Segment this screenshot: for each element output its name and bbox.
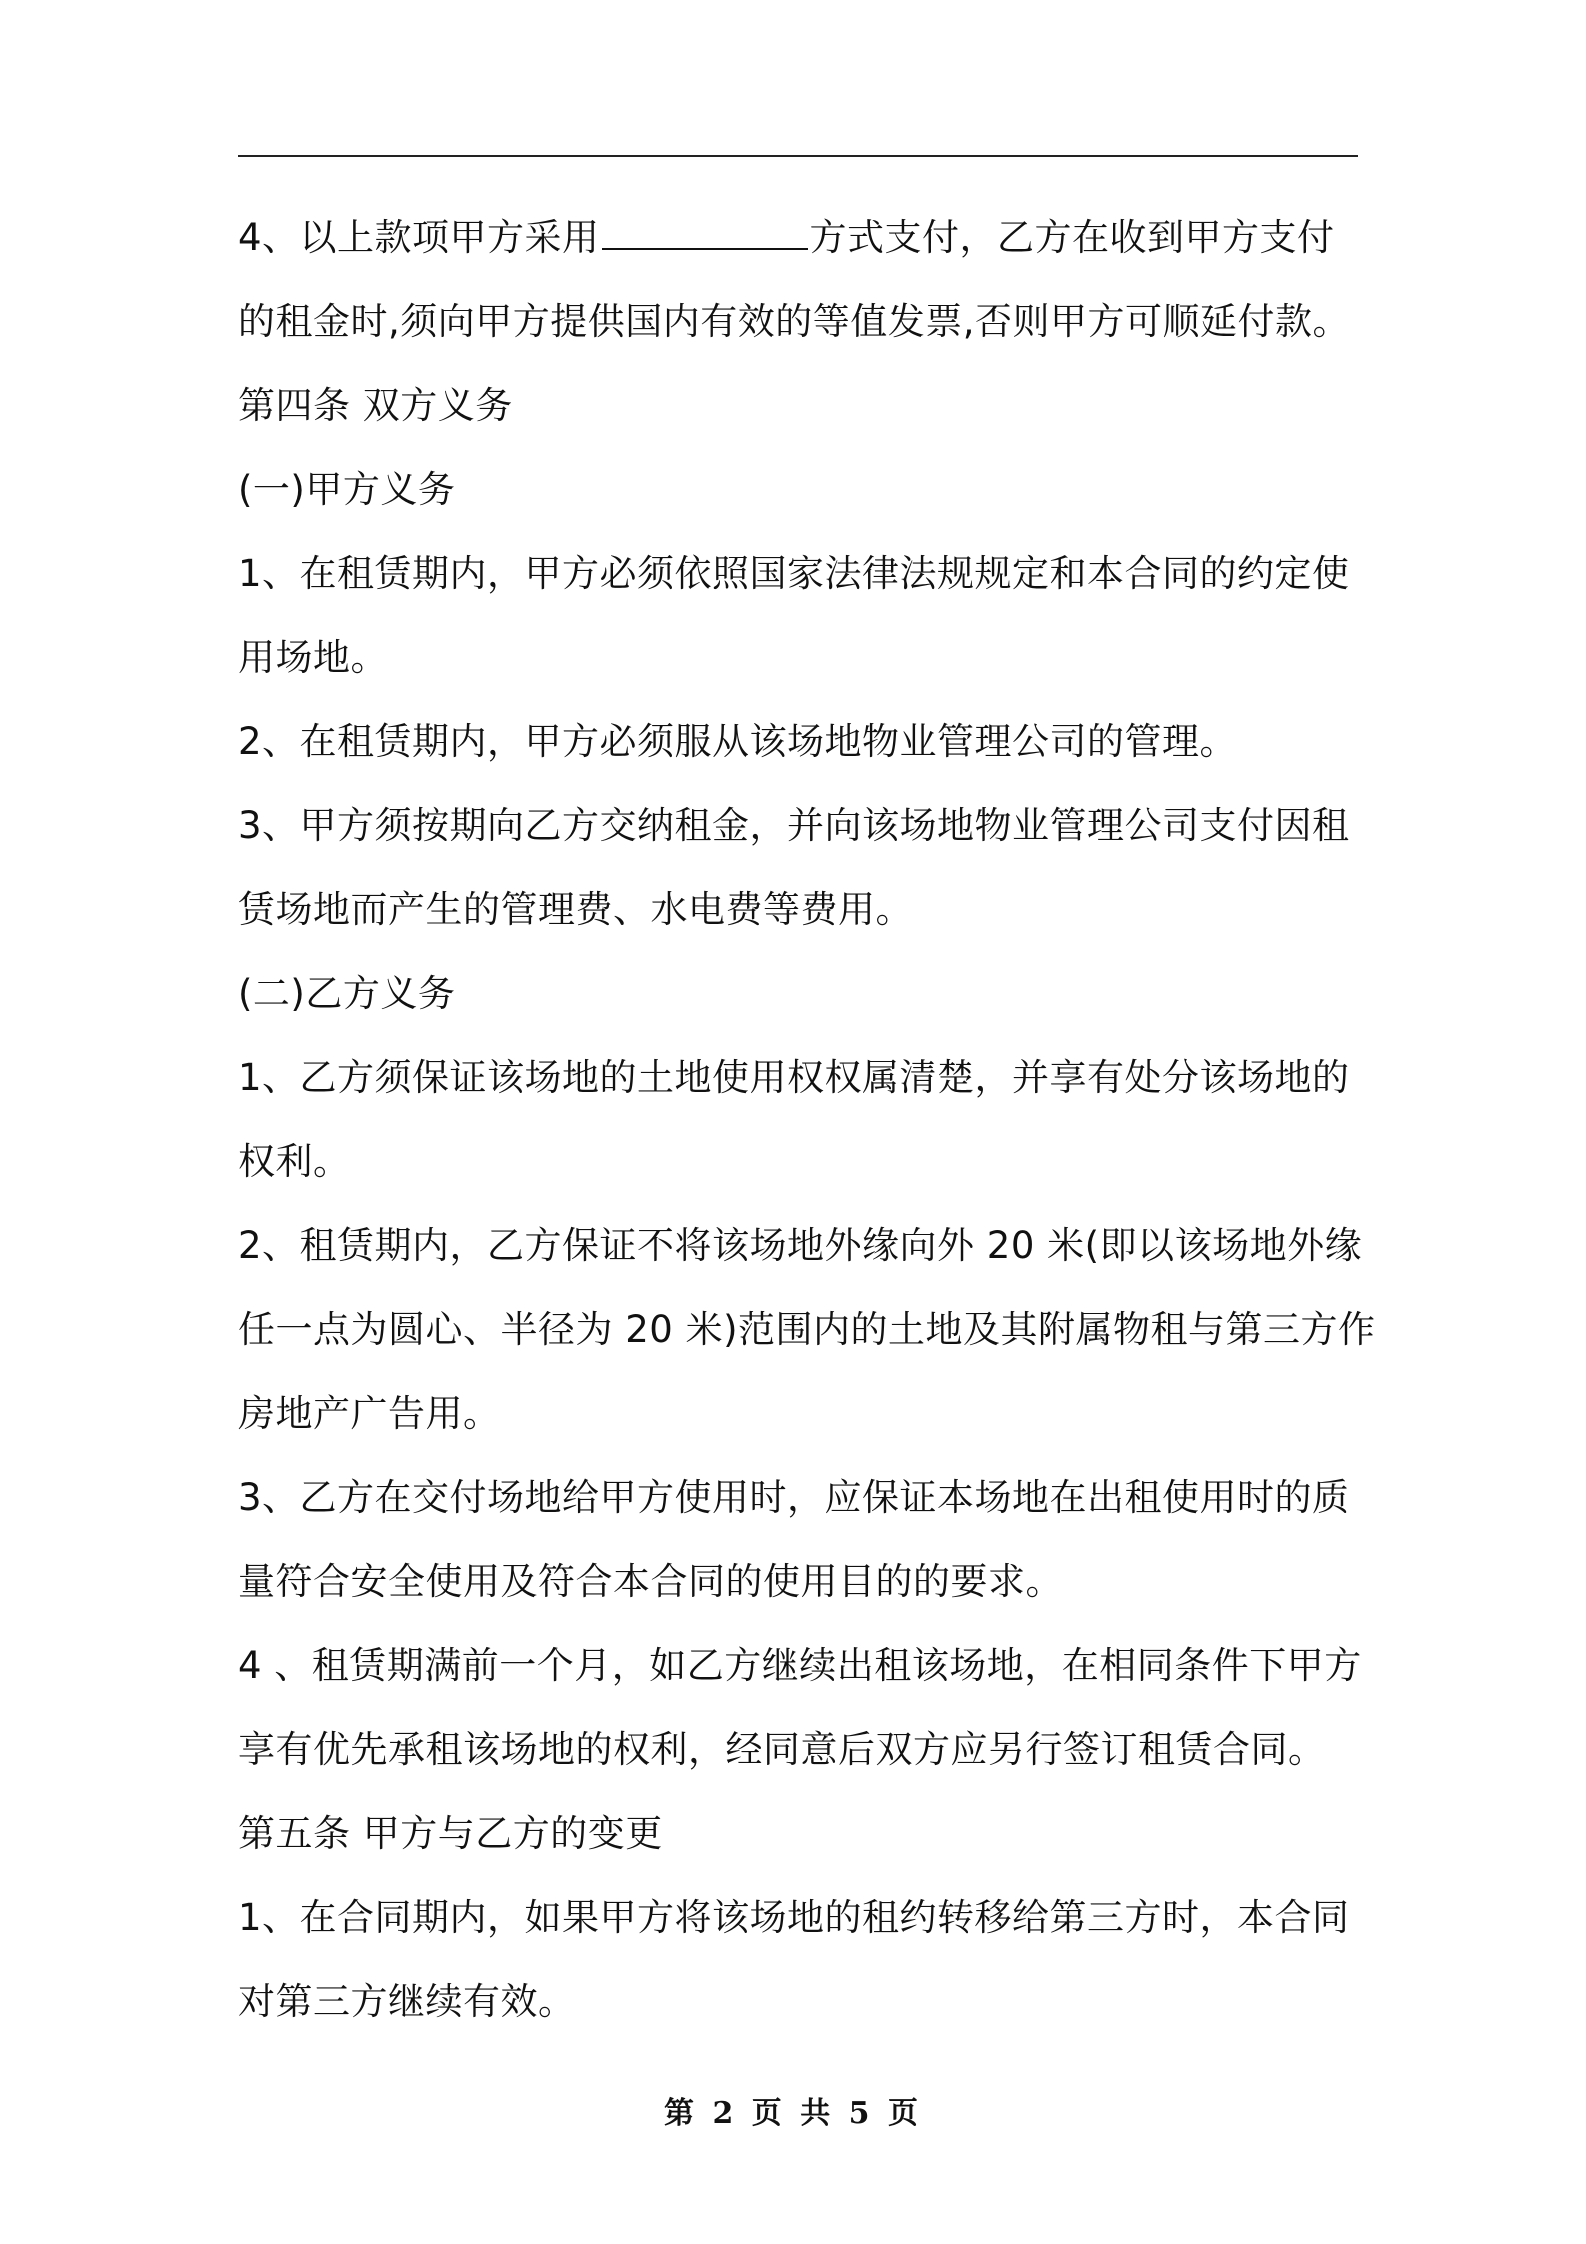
header-rule [238,155,1358,157]
text-line-17: 量符合安全使用及符合本合同的使用目的的要求。 [238,1560,1063,1603]
text-line-9: 赁场地而产生的管理费、水电费等费用。 [238,888,913,931]
text-line-11: 1、乙方须保证该场地的土地使用权权属清楚，并享有处分该场地的 [238,1056,1350,1099]
text-line-8: 3、甲方须按期向乙方交纳租金，并向该场地物业管理公司支付因租 [238,804,1350,847]
text-line-1-part-2: 方式支付，乙方在收到甲方支付 [809,216,1335,259]
page-number-footer: 第 2 页 共 5 页 [664,2096,922,2131]
text-line-13: 2、租赁期内，乙方保证不将该场地外缘向外 20 米(即以该场地外缘 [238,1224,1363,1267]
text-line-1 [238,196,1360,280]
text-line-2: 的租金时,须向甲方提供国内有效的等值发票,否则甲方可顺延付款。 [238,300,1351,343]
text-line-15: 房地产广告用。 [238,1392,501,1435]
text-line-5: 1、在租赁期内，甲方必须依照国家法律法规规定和本合同的约定使 [238,552,1350,595]
text-line-19: 享有优先承租该场地的权利，经同意后双方应另行签订租赁合同。 [238,1728,1326,1771]
text-line-16: 3、乙方在交付场地给甲方使用时，应保证本场地在出租使用时的质 [238,1476,1350,1519]
text-line-18: 4 、租赁期满前一个月，如乙方继续出租该场地，在相同条件下甲方 [238,1644,1362,1687]
text-line-6: 用场地。 [238,636,388,679]
subsection-heading-party-b: (二)乙方义务 [238,972,456,1015]
payment-method-blank [602,218,808,250]
text-line-22: 对第三方继续有效。 [238,1980,576,2023]
text-line-7: 2、在租赁期内，甲方必须服从该场地物业管理公司的管理。 [238,720,1238,763]
section-heading-5: 第五条 甲方与乙方的变更 [238,1812,663,1855]
text-line-14: 任一点为圆心、半径为 20 米)范围内的土地及其附属物租与第三方作 [238,1308,1376,1351]
section-heading-4: 第四条 双方义务 [238,384,513,427]
subsection-heading-party-a: (一)甲方义务 [238,468,456,511]
text-line-12: 权利。 [238,1140,351,1183]
document-body [238,196,1376,2044]
text-line-1-part-1: 4、以上款项甲方采用 [238,216,600,259]
text-line-21: 1、在合同期内，如果甲方将该场地的租约转移给第三方时，本合同 [238,1896,1350,1939]
